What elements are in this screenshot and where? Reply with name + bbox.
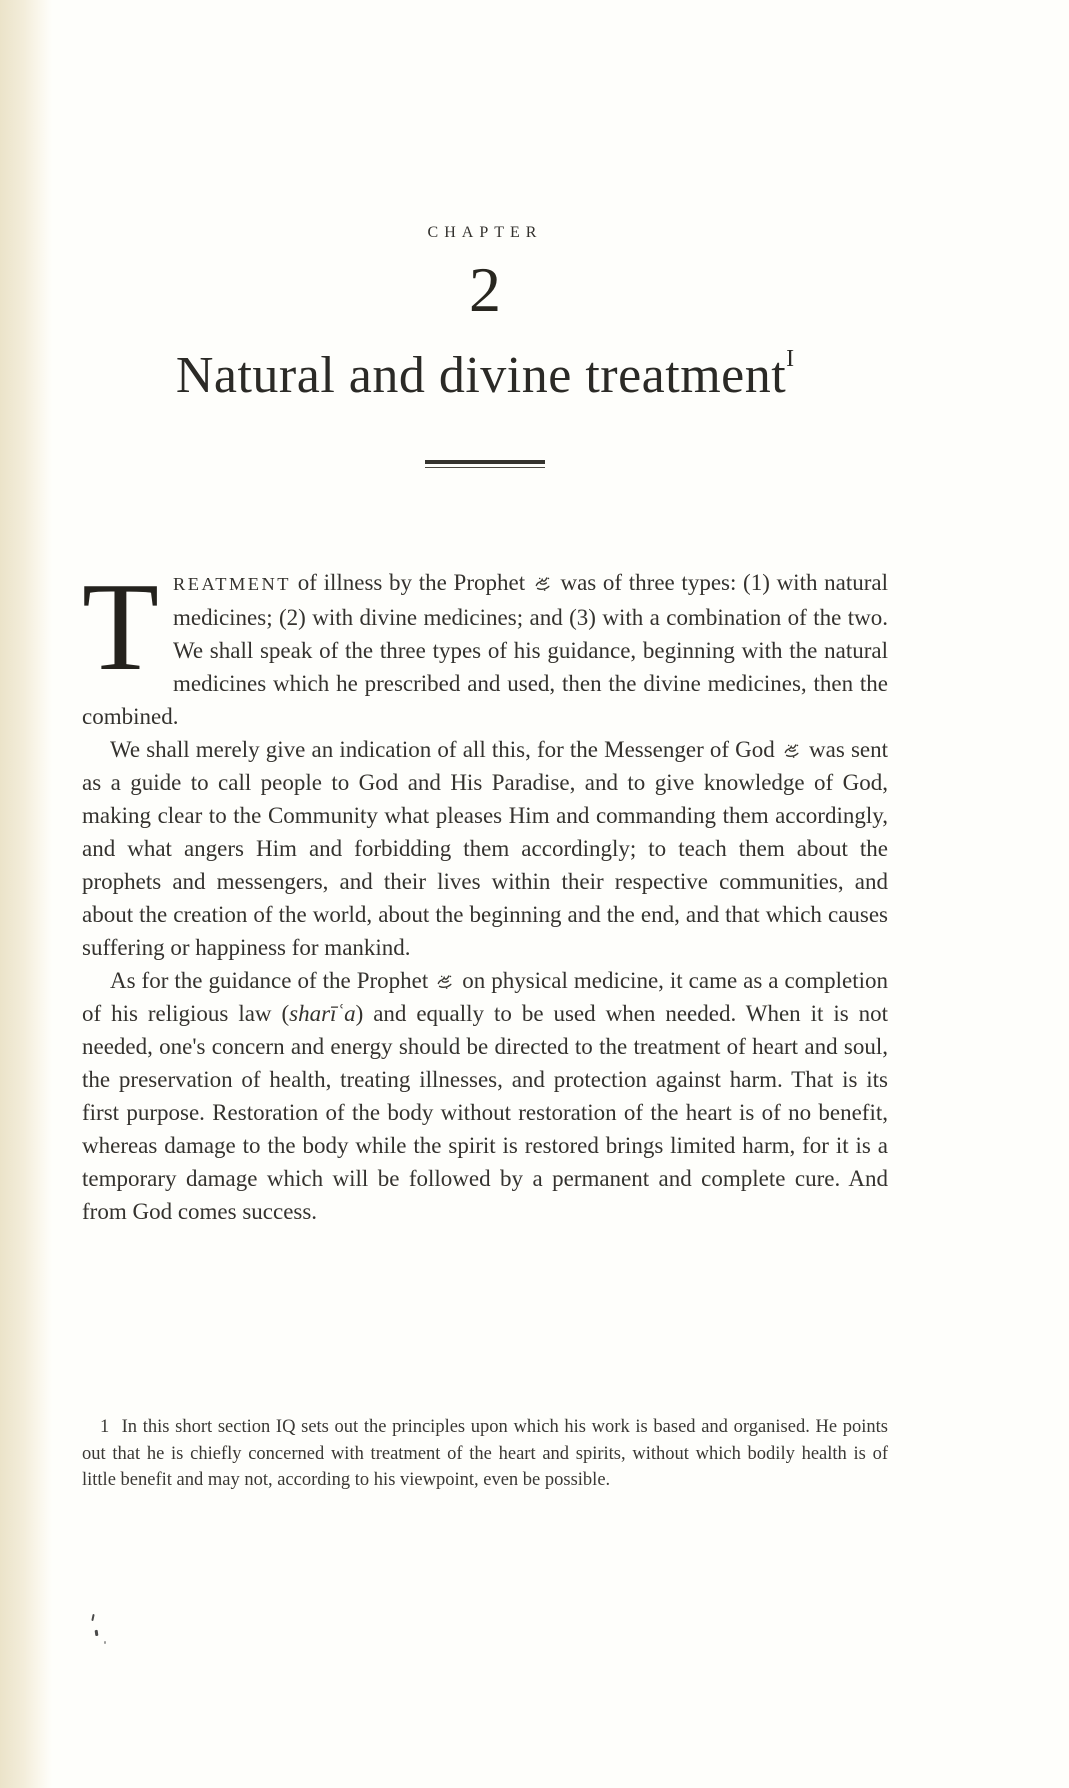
scan-smudge-mark — [91, 1614, 94, 1621]
footnote — [82, 1414, 888, 1494]
page-title — [82, 346, 888, 404]
page-title-text: Natural and divine treatment — [175, 347, 787, 404]
chapter-label: CHAPTER — [427, 224, 543, 241]
arabic-term-italic: sharīʿa — [289, 1001, 356, 1027]
divider-rule-thin — [425, 467, 545, 468]
footnote-text: In this short section IQ sets out the principles upon which his work is based and organised. He points out that he is chiefly concerned with treatment of the heart and spirits, without which bodily health is of little benefit and may not, according to his viewpoint, even be possible. — [82, 1417, 888, 1491]
text-run: on physical medicine, it came as a completion of his religious law ( — [82, 968, 888, 1027]
divider-rule-thick — [425, 460, 545, 464]
text-run: We shall merely give an indication of all this, for the Messenger of God — [110, 737, 781, 763]
text-run: ) and equally to be used when needed. When it is not needed, one's concern and energy should be directed to the treatment of heart and soul, the preservation of health, treating illnesses, and protection against harm. That is its first purpose. Restoration of the body without restoration of the heart is of no benefit, whereas damage to the body while the spirit is restored brings limited harm, for it is a temporary damage which will be followed by a permanent and complete cure. And from God comes success. — [82, 1001, 889, 1225]
page-content — [82, 0, 888, 1494]
text-run: of illness by the Prophet — [291, 570, 532, 596]
text-run: As for the guidance of the Prophet — [110, 968, 435, 994]
paragraph-2 — [82, 733, 888, 964]
title-footnote-ref: I — [786, 346, 795, 372]
prophet-honorific-icon — [435, 971, 455, 991]
drop-cap: T — [82, 558, 159, 698]
chapter-heading — [82, 0, 888, 468]
prophet-honorific-icon — [782, 740, 802, 760]
divider-rule — [425, 460, 545, 468]
scan-smudge-mark — [95, 1630, 98, 1636]
footnote-paragraph — [82, 1414, 888, 1494]
text-run: was sent as a guide to call people to God and His Paradise, and to give knowledge of God, making clear to the Community what pleases Him and commanding them accordingly, and what angers Him and forbidding them accordingly; to teach them about the prophets and messengers, and their lives within their respective communities, and about the creation of the world, about the beginning and the end, and that which causes suffering or happiness for mankind. — [82, 737, 888, 961]
smallcaps-word: REATMENT — [172, 574, 292, 595]
text-run: was of three types: (1) with natural medicines; (2) with divine medicines; and (3) with a combination of the two. We shall speak of the three types of his guidance, beginning with the natural medicines which he prescribed and used, then the divine medicines, then the combined. — [82, 570, 889, 730]
footnote-number: 1 — [100, 1417, 111, 1438]
paragraph-3 — [82, 964, 888, 1228]
body-text — [82, 558, 889, 1228]
scan-smudge-mark — [104, 1641, 106, 1644]
page-edge-shadow — [0, 0, 52, 1788]
prophet-honorific-icon — [533, 573, 553, 593]
chapter-number: 2 — [469, 254, 501, 325]
paragraph-1 — [82, 558, 889, 733]
